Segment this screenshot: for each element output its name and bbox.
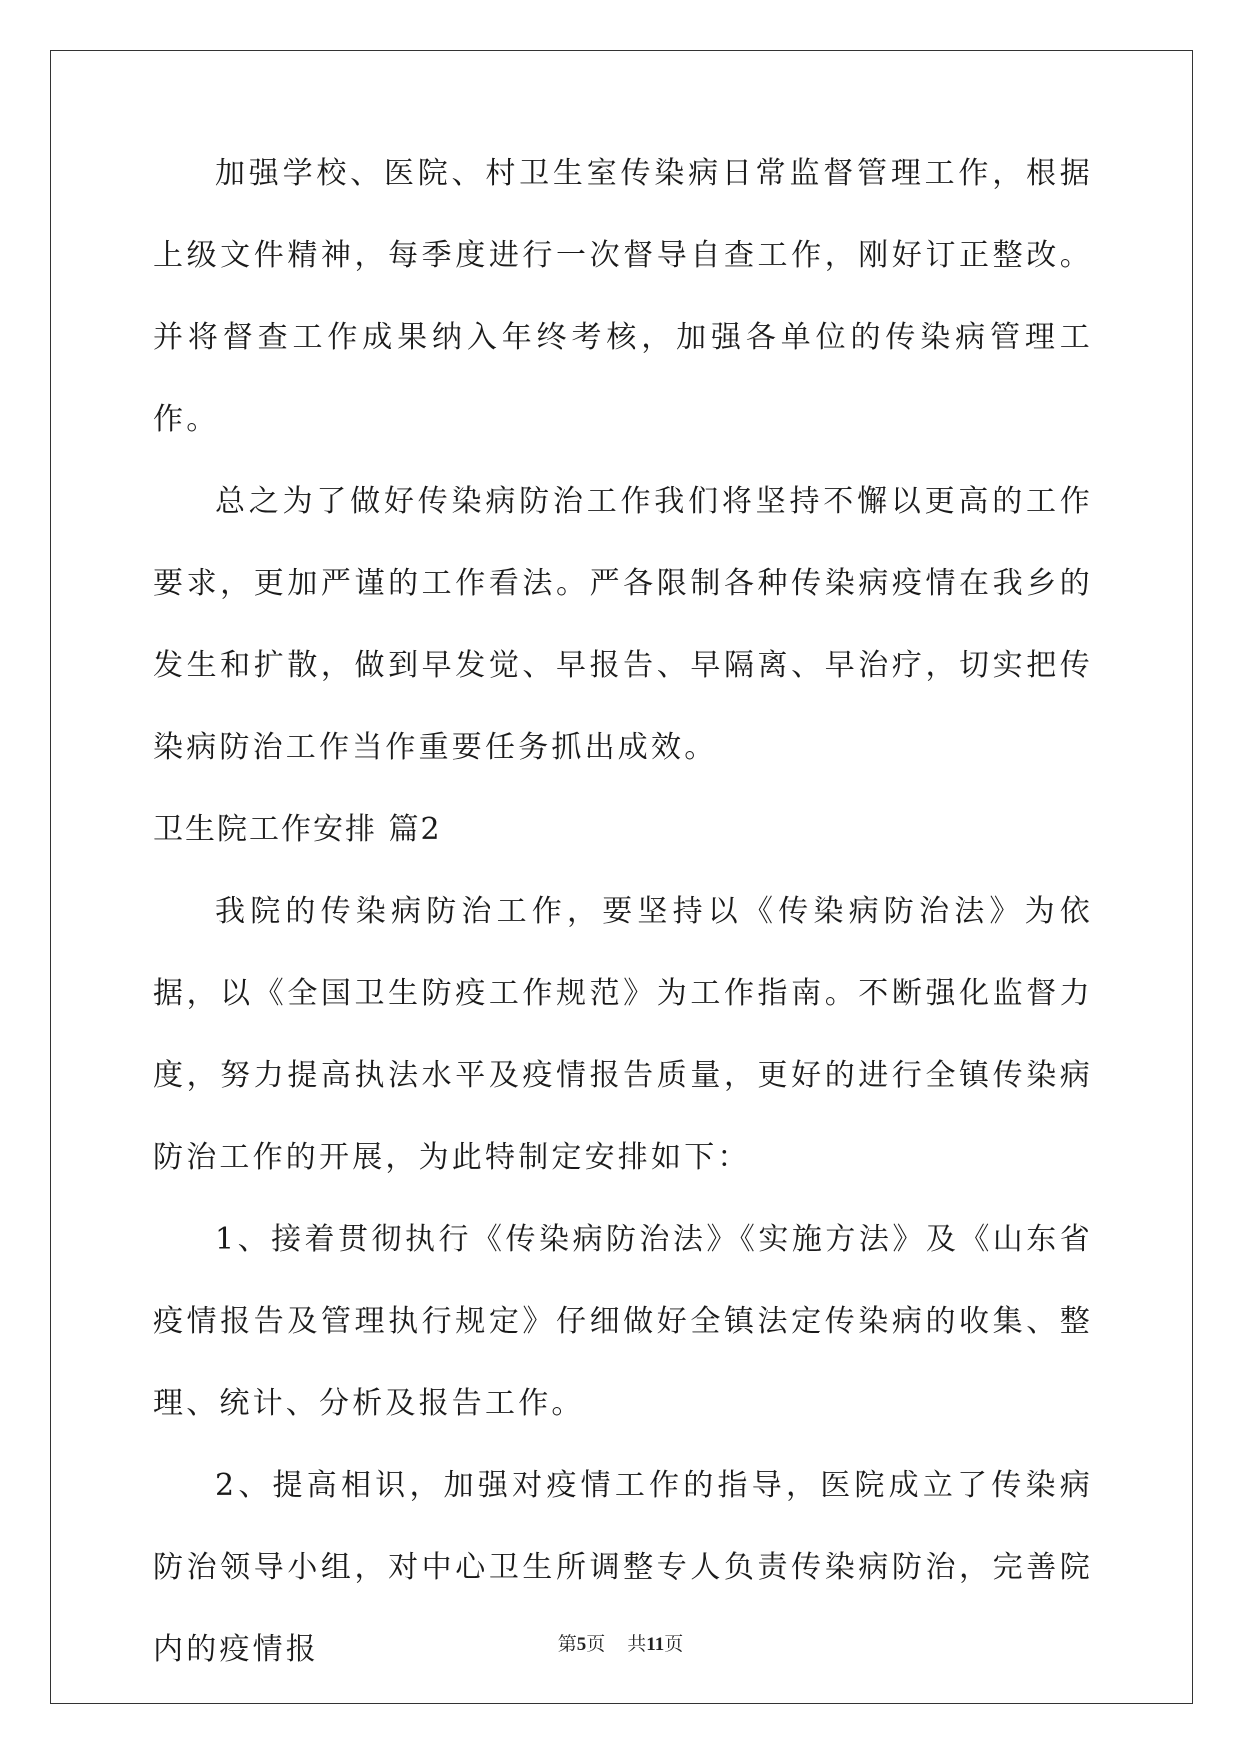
paragraph-4: 1、接着贯彻执行《传染病防治法》《实施方法》及《山东省疫情报告及管理执行规定》仔细做好全镇法定传染病的收集、整理、统计、分析及报告工作。 [153, 1222, 1093, 1421]
page-suffix: 页 [586, 1633, 606, 1655]
document-body [153, 133, 1093, 1691]
total-prefix: 共 [627, 1633, 647, 1655]
total-suffix: 页 [664, 1633, 684, 1655]
paragraph-2: 总之为了做好传染病防治工作我们将坚持不懈以更高的工作要求，更加严谨的工作看法。严各限制各种传染病疫情在我乡的发生和扩散，做到早发觉、早报告、早隔离、早治疗，切实把传染病防治工作当作重要任务抓出成效。 [153, 484, 1093, 765]
page-prefix: 第 [557, 1633, 577, 1655]
paragraph-5: 2、提高相识，加强对疫情工作的指导，医院成立了传染病防治领导小组，对中心卫生所调整专人负责传染病防治，完善院内的疫情报 [153, 1468, 1093, 1667]
paragraph-1: 加强学校、医院、村卫生室传染病日常监督管理工作，根据上级文件精神，每季度进行一次督导自查工作，刚好订正整改。并将督查工作成果纳入年终考核，加强各单位的传染病管理工作。 [153, 156, 1093, 437]
paragraph-3: 我院的传染病防治工作，要坚持以《传染病防治法》为依据，以《全国卫生防疫工作规范》为工作指南。不断强化监督力度，努力提高执法水平及疫情报告质量，更好的进行全镇传染病防治工作的开展，为此特制定安排如下： [153, 894, 1093, 1175]
total-pages-number: 11 [646, 1634, 665, 1655]
current-page-number: 5 [576, 1634, 587, 1655]
section-heading: 卫生院工作安排 篇2 [153, 812, 442, 847]
page-footer [0, 1632, 1241, 1657]
